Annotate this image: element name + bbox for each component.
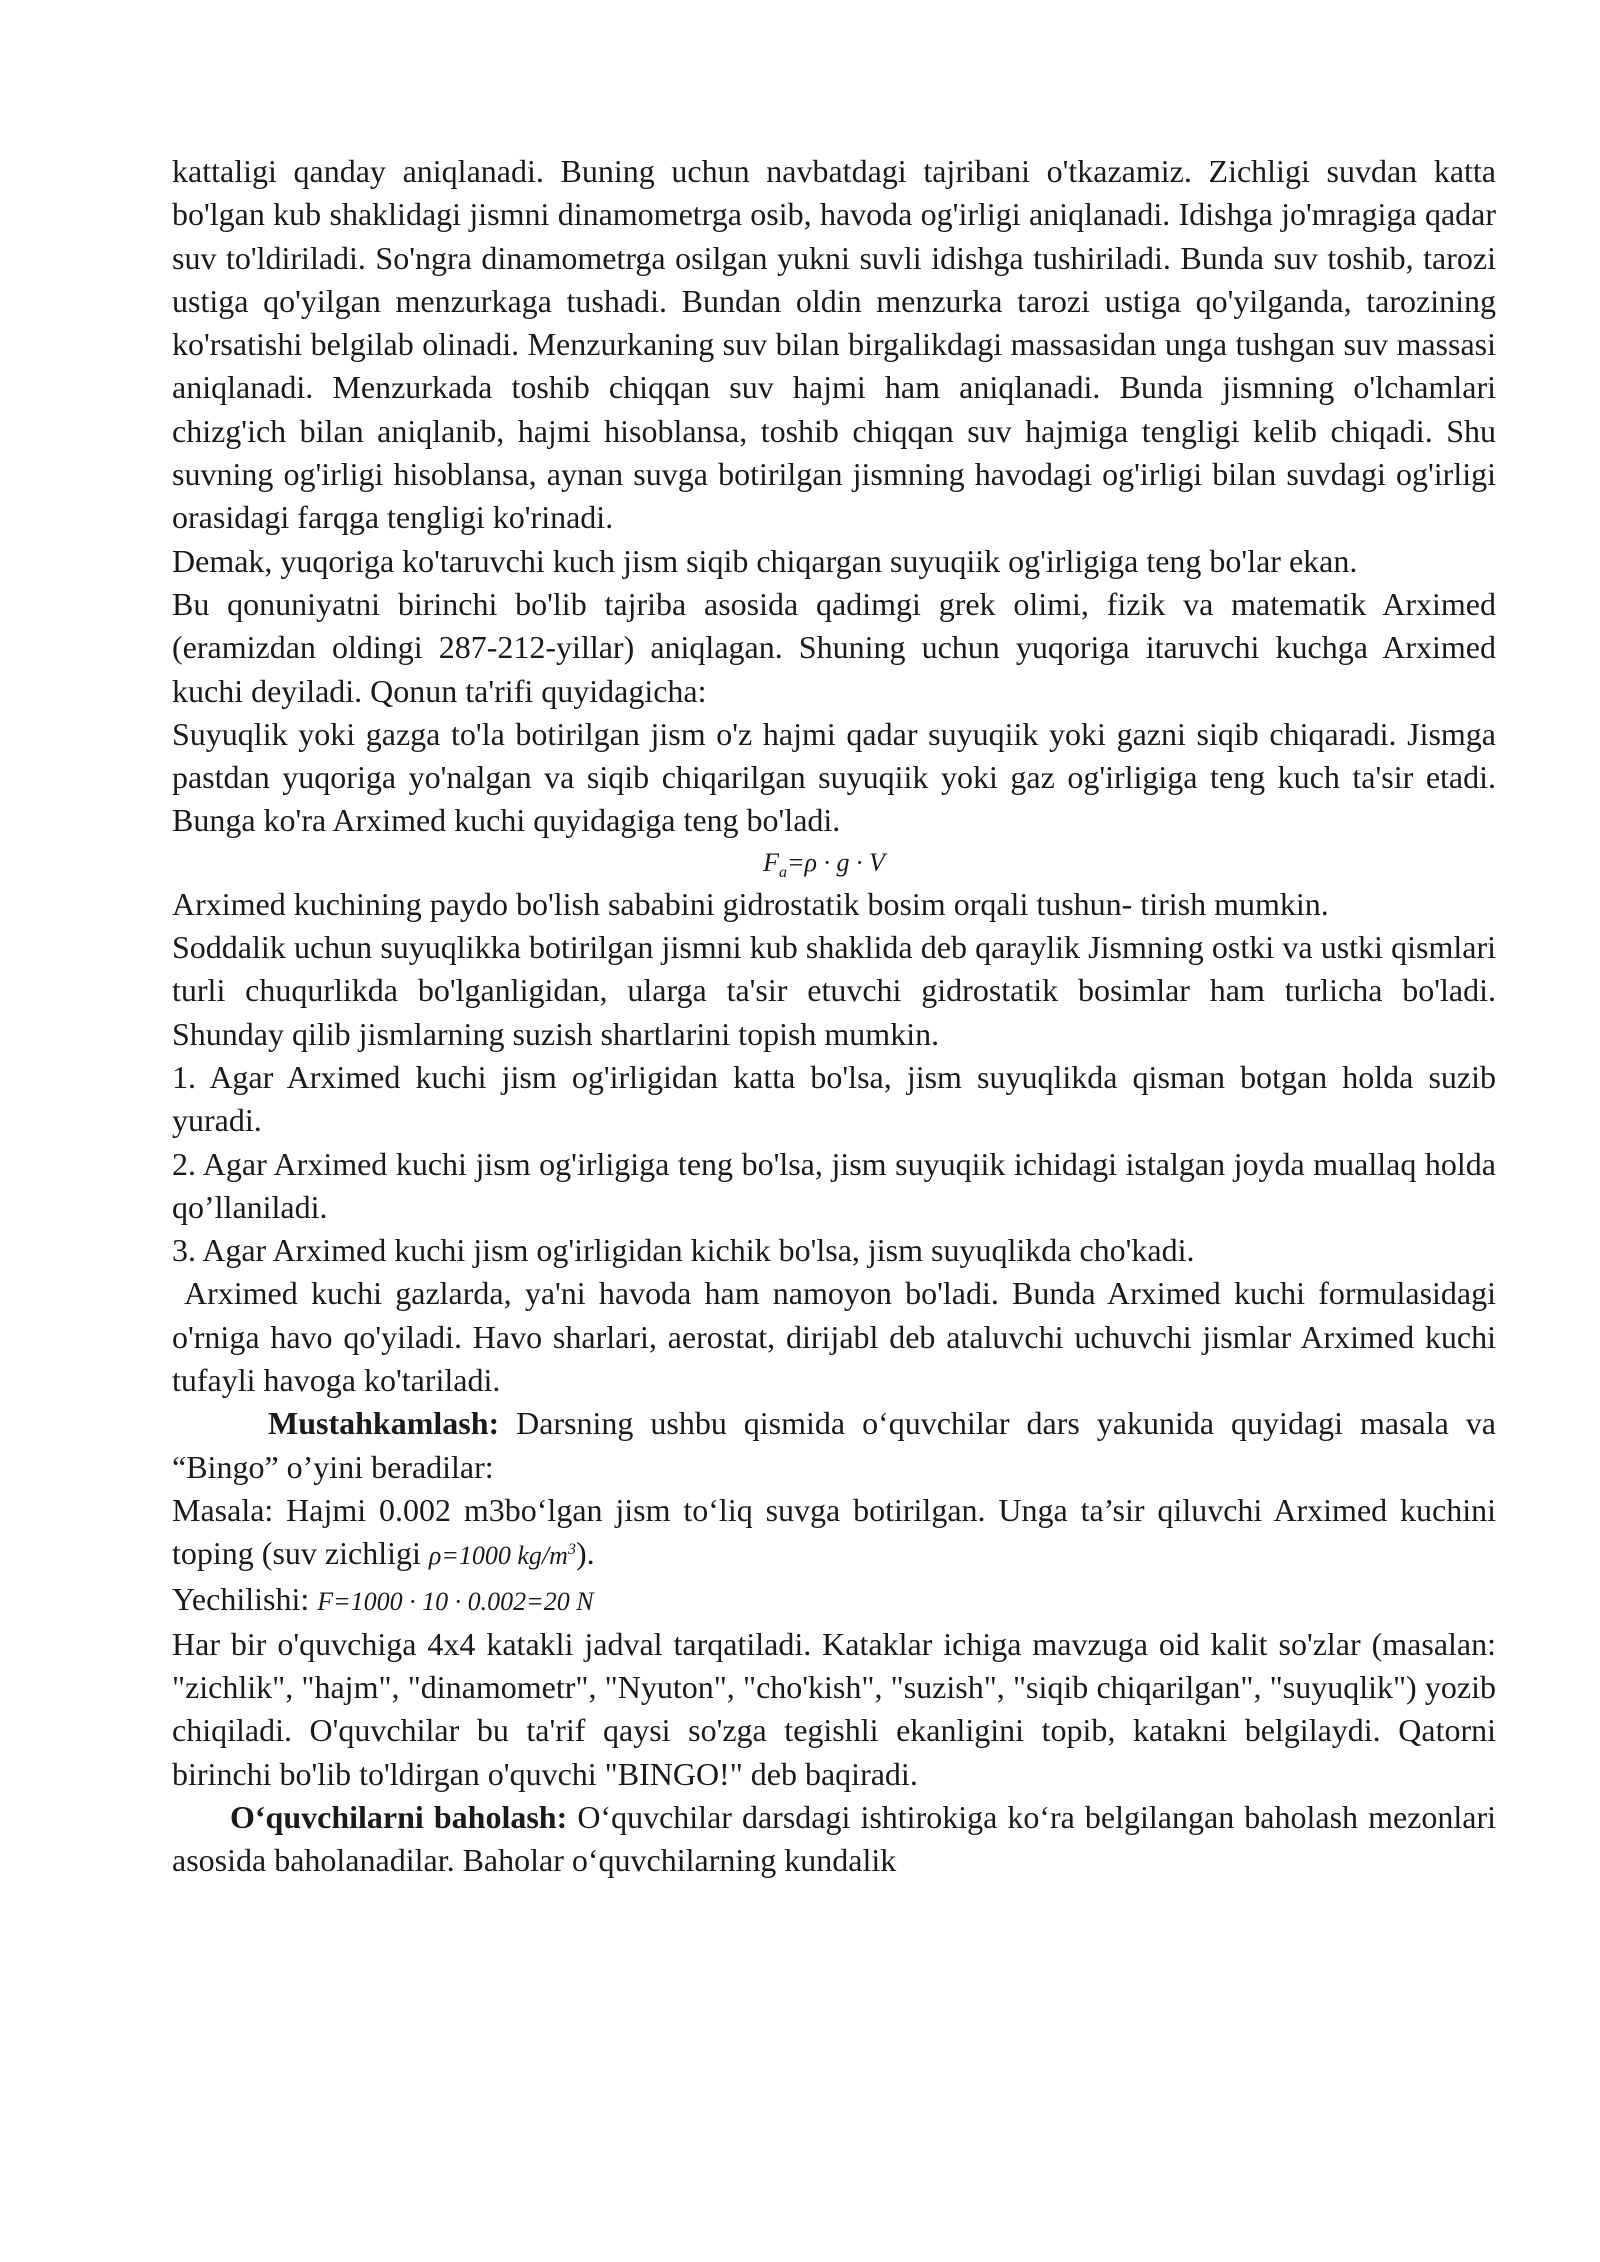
formula-f: F [763, 847, 779, 877]
solution-formula: F=1000 · 10 · 0.002=20 N [317, 1586, 594, 1616]
paragraph-solution [172, 1578, 1496, 1623]
document-page [172, 150, 1496, 1883]
problem-text: Masala: Hajmi 0.002 m3bo‘lgan jism to‘liq suvga botirilgan. Unga ta’sir qiluvchi Arximed kuchini toping (suv zichligi [172, 1491, 1496, 1572]
paragraph-cube-model: Soddalik uchun suyuqlikka botirilgan jismni kub shaklida deb qaraylik Jismning ostki va ustki qismlari turli chuqurlikda bo'lganligidan, ularga ta'sir etuvchi gidrostatik bosimlar ham turlicha bo'ladi. Shunday qilib jismlarning suzish shartlarini topish mumkin. [172, 929, 1496, 1052]
assessment-text: O‘quvchilar darsdagi ishtirokiga ko‘ra belgilangan baholash mezonlari asosida baholanadilar. Baholar o‘quvchilarning kundalik [172, 1798, 1497, 1879]
formula-rhs: =ρ · g · V [786, 847, 885, 877]
list-item-sink: 3. Agar Arximed kuchi jism og'irligidan kichik bo'lsa, jism suyuqlikda cho'kadi. [172, 1232, 1195, 1269]
paragraph-bingo: Har bir o'quvchiga 4x4 katakli jadval tarqatiladi. Kataklar ichiga mavzuga oid kalit so'zlar (masalan: "zichlik", "hajm", "dinamometr", "Nyuton", "cho'kish", "suzish", "siqib chiqarilgan", "suyuqlik") yozib chiqiladi. O'quvchilar bu ta'rif qaysi so'zga tegishli ekanligini topib, katakni belgilaydi. Qatorni birinchi bo'lib to'ldirgan o'quvchi "BINGO!" deb baqiradi. [172, 1625, 1496, 1792]
archimedes-formula [152, 843, 1496, 883]
paragraph-gases: Arximed kuchi gazlarda, ya'ni havoda ham namoyon bo'ladi. Bunda Arximed kuchi formulasidagi o'rniga havo qo'yiladi. Havo sharlari, aerostat, dirijabl deb ataluvchi uchuvchi jismlar Arximed kuchi tufayli havoga ko'tariladi. [172, 1275, 1496, 1399]
solution-label: Yechilishi: [172, 1580, 318, 1617]
formula-subscript: a [778, 863, 787, 881]
list-item-suspend: 2. Agar Arximed kuchi jism og'irligiga teng bo'lsa, jism suyuqiik ichidagi istalgan joyda muallaq holda qo’llaniladi. [172, 1145, 1496, 1225]
paragraph-cause: Arximed kuchining paydo bo'lish sababini gidrostatik bosim orqali tushun- tirish mumkin. [172, 885, 1329, 922]
list-item-float: 1. Agar Arximed kuchi jism og'irligidan katta bo'lsa, jism suyuqlikda qisman botgan holda suzib yuradi. [172, 1058, 1496, 1139]
assessment-label: O‘quvchilarni baholash: [230, 1798, 568, 1835]
density-exponent: 3 [567, 1541, 576, 1559]
paragraph-assessment [172, 1796, 1496, 1883]
reinforcement-text: Darsning ushbu qismida o‘quvchilar dars yakunida quyidagi masala va “Bingo” o’yini beradilar: [172, 1405, 1496, 1485]
paragraph-reinforcement [172, 1402, 1496, 1489]
density-formula [429, 1541, 576, 1570]
paragraph-conclusion: Demak, yuqoriga ko'taruvchi kuch jism siqib chiqargan suyuqiik og'irligiga teng bo'lar ekan. [172, 542, 1358, 579]
density-value: ρ=1000 kg/m [428, 1541, 568, 1571]
reinforcement-label: Mustahkamlash: [268, 1405, 500, 1442]
paragraph-law-definition: Suyuqlik yoki gazga to'la botirilgan jism o'z hajmi qadar suyuqiik yoki gazni siqib chiqaradi. Jismga pastdan yuqoriga yo'nalgan va siqib chiqarilgan suyuqiik yoki gaz og'irligiga teng kuch ta'sir etadi. Bunga ko'ra Arximed kuchi quyidagiga teng bo'ladi. [172, 715, 1496, 839]
paragraph-experiment: kattaligi qanday aniqlanadi. Buning uchun navbatdagi tajribani o'tkazamiz. Zichligi suvdan katta bo'lgan kub shaklidagi jismni dinamometrga osib, havoda og'irligi aniqlanadi. Idishga jo'mragiga qadar suv to'ldiriladi. So'ngra dinamometrga osilgan yukni suvli idishga tushiriladi. Bunda suv toshib, tarozi ustiga qo'yilgan menzurkaga tushadi. Bundan oldin menzurka tarozi ustiga qo'yilganda, tarozining ko'rsatishi belgilab olinadi. Menzurkaning suv bilan birgalikdagi massasidan unga tushgan suv massasi aniqlanadi. Menzurkada toshib chiqqan suv hajmi ham aniqlanadi. Bunda jismning o'lchamlari chizg'ich bilan aniqlanib, hajmi hisoblansa, toshib chiqqan suv hajmiga tengligi kelib chiqadi. Shu suvning og'irligi hisoblansa, aynan suvga botirilgan jismning havodagi og'irligi bilan suvdagi og'irligi orasidagi farqga tengligi ko'rinadi. [172, 153, 1496, 536]
problem-end: ). [575, 1535, 595, 1572]
paragraph-problem [172, 1489, 1496, 1578]
paragraph-history: Bu qonuniyatni birinchi bo'lib tajriba asosida qadimgi grek olimi, fizik va matematik Arximed (eramizdan oldingi 287-212-yillar) aniqlagan. Shuning uchun yuqoriga itaruvchi kuchga Arximed kuchi deyiladi. Qonun ta'rifi quyidagicha: [172, 585, 1496, 709]
